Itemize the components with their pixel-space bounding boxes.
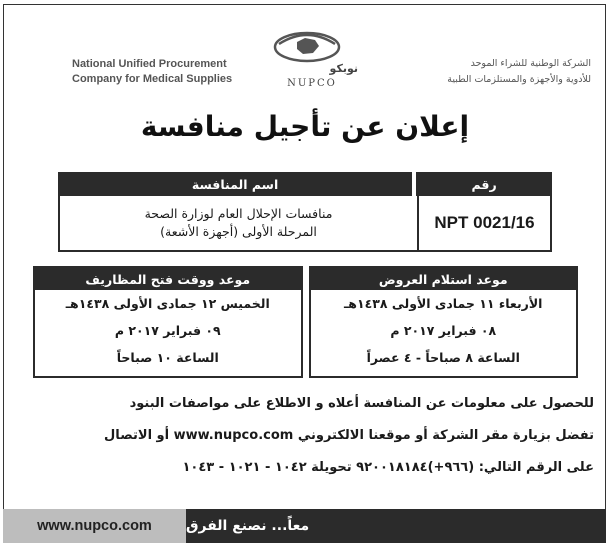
announcement-title: إعلان عن تأجيل منافسة [140, 110, 470, 143]
info-line1: للحصول على معلومات عن المنافسة أعلاه و الاطلاع على مواصفات البنود [129, 396, 594, 411]
receipt-time: الساعة ٨ صباحاً - ٤ عصراً [366, 350, 520, 365]
bid-receipt-column [309, 266, 579, 378]
brand-name-en: NUPCO [287, 78, 337, 89]
opening-date-hijri: الخميس ١٢ جمادى الأولى ١٤٣٨هـ [65, 296, 270, 311]
info-line2: تفضل بزيارة مقر الشركة أو موقعنا الالكتروني www.nupco.com أو الاتصال [104, 428, 594, 443]
info-line3: على الرقم التالي: (٩٦٦+)٩٢٠٠١٨١٨٤ تحويلة ١٠٤٢ - ١٠٢١ - ١٠٤٣ [182, 460, 594, 475]
envelope-opening-column [33, 266, 303, 378]
bid-receipt-header: موعد استلام العروض [311, 268, 577, 290]
footer-slogan: معاً... نصنع الفرق [186, 509, 606, 543]
org-name-ar-line1: الشركة الوطنية للشراء الموحد [470, 58, 591, 69]
tender-table [58, 172, 552, 252]
opening-time: الساعة ١٠ صباحاً [116, 350, 219, 365]
tender-number-cell: NPT 0021/16 [434, 213, 535, 232]
receipt-date-gregorian: ٠٨ فبراير ٢٠١٧ م [390, 323, 497, 338]
tender-name-line2: المرحلة الأولى (أجهزة الأشعة) [160, 224, 317, 239]
org-name-ar-line2: للأدوية والأجهزة والمستلزمات الطبية [447, 74, 591, 85]
eye-map-icon [271, 28, 343, 64]
footer-bar [3, 509, 606, 543]
tender-name-line1: منافسات الإحلال العام لوزارة الصحة [144, 206, 333, 221]
tender-number-header: رقم [416, 172, 552, 196]
org-name-en-line2: Company for Medical Supplies [72, 73, 233, 85]
org-name-en [72, 57, 262, 87]
brand-name-ar: نوبكو [329, 62, 358, 75]
dates-table [33, 266, 578, 378]
footer-website[interactable]: www.nupco.com [3, 509, 186, 543]
tender-name-cell [60, 196, 419, 250]
org-name-en-line1: National Unified Procurement [72, 58, 227, 70]
opening-date-gregorian: ٠٩ فبراير ٢٠١٧ م [114, 323, 221, 338]
tender-name-header: اسم المنافسة [58, 172, 412, 196]
contact-info-paragraph [14, 388, 594, 484]
receipt-date-hijri: الأربعاء ١١ جمادى الأولى ١٤٣٨هـ [344, 296, 543, 311]
envelope-opening-header: موعد ووقت فتح المظاريف [35, 268, 301, 290]
org-name-ar [391, 56, 591, 88]
